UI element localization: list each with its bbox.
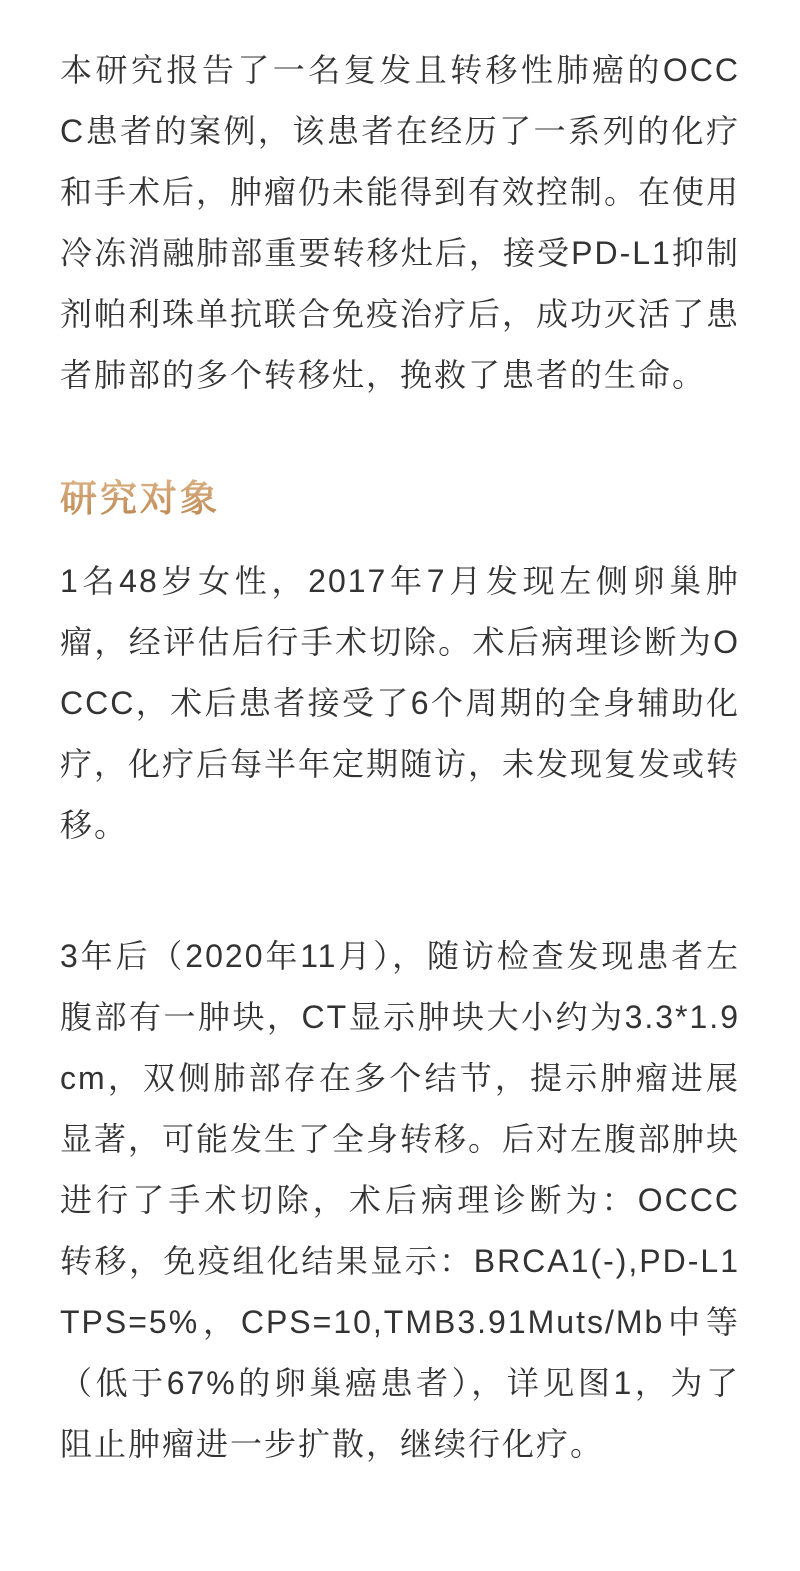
followup-findings-paragraph: 3年后（2020年11月），随访检查发现患者左腹部有一肿块，CT显示肿块大小约为3.3*1.9cm，双侧肺部存在多个结节，提示肿瘤进展显著，可能发生了全身转移。后对左腹部肿块进行了手术切除，术后病理诊断为：OCCC转移，免疫组化结果显示：BRCA1(-),PD-L1TPS=5%，CPS=10,TMB3.91Muts/Mb中等（低于67%的卵巢癌患者），详见图1，为了阻止肿瘤进一步扩散，继续行化疗。 (60, 938, 741, 1462)
section-heading: 研究对象 (60, 477, 220, 523)
study-subject-paragraph: 1名48岁女性，2017年7月发现左侧卵巢肿瘤，经评估后行手术切除。术后病理诊断为OCCC，术后患者接受了6个周期的全身辅助化疗，化疗后每半年定期随访，未发现复发或转移。 (60, 563, 741, 843)
intro-paragraph: 本研究报告了一名复发且转移性肺癌的OCCC患者的案例，该患者在经历了一系列的化疗和手术后，肿瘤仍未能得到有效控制。在使用冷冻消融肺部重要转移灶后，接受PD-L1抑制剂帕利珠单抗联合免疫治疗后，成功灭活了患者肺部的多个转移灶，挽救了患者的生命。 (60, 52, 741, 393)
